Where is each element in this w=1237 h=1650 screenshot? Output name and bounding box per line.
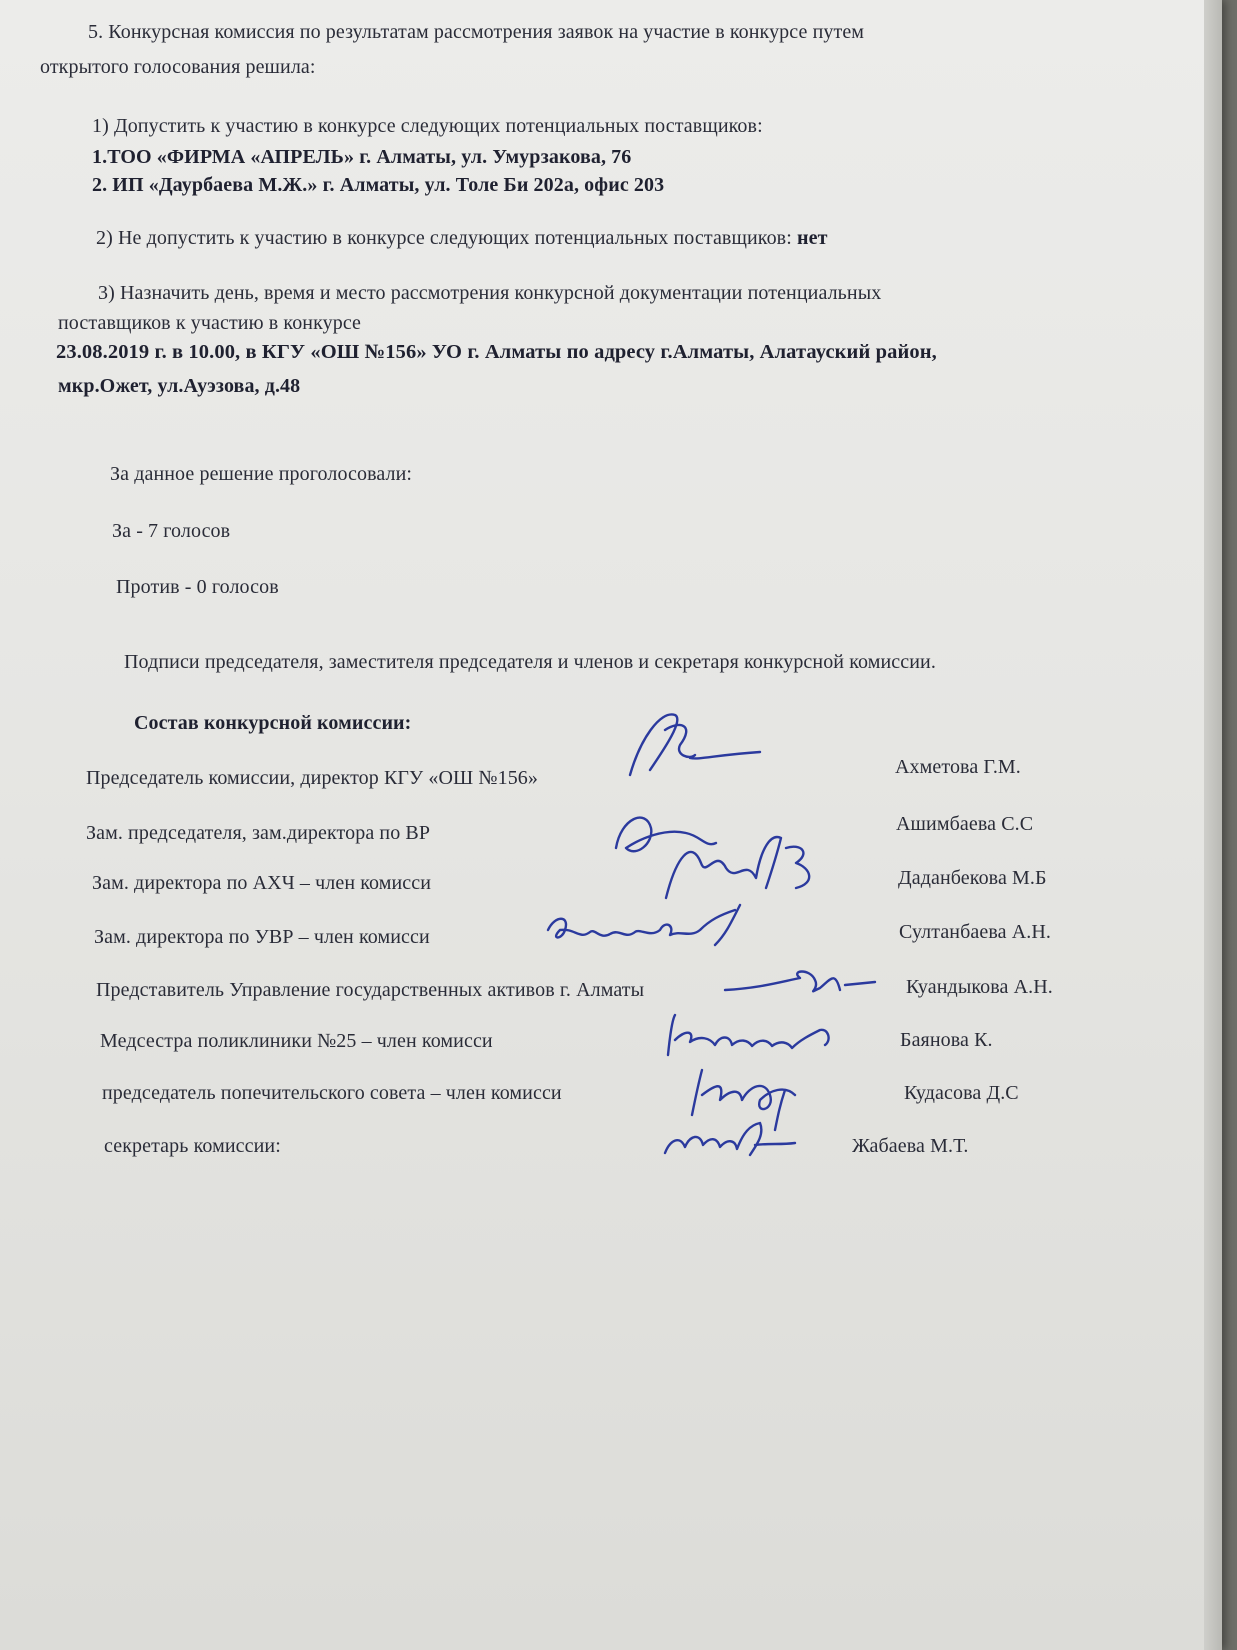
item-3-line-1: 3) Назначить день, время и место рассмотрения конкурсной документации потенциальных bbox=[98, 282, 882, 304]
page-edge-shadow bbox=[1204, 0, 1222, 1650]
member-role-deputy-ahch: Зам. директора по АХЧ – член комисси bbox=[92, 872, 432, 894]
member-name-nurse: Баянова К. bbox=[900, 1029, 993, 1051]
member-role-state-assets: Представитель Управление государственных активов г. Алматы bbox=[96, 979, 645, 1001]
member-name-state-assets: Куандыкова А.Н. bbox=[906, 976, 1053, 998]
votes-against: Против - 0 голосов bbox=[116, 576, 279, 598]
item-2-line bbox=[96, 226, 828, 250]
member-role-chair: Председатель комиссии, директор КГУ «ОШ №156» bbox=[86, 767, 539, 789]
member-name-secretary: Жабаева М.Т. bbox=[852, 1135, 969, 1157]
item-2-text: 2) Не допустить к участию в конкурсе следующих потенциальных поставщиков: bbox=[96, 227, 792, 249]
member-name-deputy-uvr: Султанбаева А.Н. bbox=[899, 921, 1051, 943]
member-name-deputy-ahch: Даданбекова М.Б bbox=[898, 867, 1047, 889]
member-role-board-chair: председатель попечительского совета – член комисси bbox=[102, 1082, 562, 1104]
date-place-line-2: мкр.Ожет, ул.Ауэзова, д.48 bbox=[58, 375, 301, 397]
member-role-nurse: Медсестра поликлиники №25 – член комисси bbox=[100, 1030, 493, 1052]
member-role-deputy-uvr: Зам. директора по УВР – член комисси bbox=[94, 926, 430, 948]
supplier-2: 2. ИП «Даурбаева М.Ж.» г. Алматы, ул. Толе Би 202а, офис 203 bbox=[92, 174, 665, 196]
member-role-deputy-chair: Зам. председателя, зам.директора по ВР bbox=[86, 822, 431, 844]
member-name-chair: Ахметова Г.М. bbox=[895, 756, 1021, 778]
voted-header: За данное решение проголосовали: bbox=[110, 463, 413, 485]
paragraph-5-line-1: 5. Конкурсная комиссия по результатам рассмотрения заявок на участие в конкурсе путем bbox=[88, 21, 865, 43]
member-name-deputy-chair: Ашимбаева С.С bbox=[896, 813, 1034, 835]
votes-for: За - 7 голосов bbox=[112, 520, 231, 542]
member-role-secretary: секретарь комиссии: bbox=[104, 1135, 281, 1157]
paragraph-5-line-2: открытого голосования решила: bbox=[40, 56, 316, 78]
item-1-text: 1) Допустить к участию в конкурсе следующих потенциальных поставщиков: bbox=[92, 115, 763, 137]
signature-deputy-uvr bbox=[540, 900, 750, 960]
signatures-note: Подписи председателя, заместителя председателя и членов и секретаря конкурсной комиссии. bbox=[124, 651, 936, 673]
item-3-line-2: поставщиков к участию в конкурсе bbox=[58, 312, 362, 334]
member-name-board-chair: Кудасова Д.С bbox=[904, 1082, 1019, 1104]
signature-chair bbox=[620, 700, 770, 790]
signature-deputy-chair bbox=[606, 788, 836, 918]
signature-state-assets bbox=[720, 960, 880, 1005]
date-place-line-1: 23.08.2019 г. в 10.00, в КГУ «ОШ №156» УО г. Алматы по адресу г.Алматы, Алатауский район, bbox=[56, 341, 937, 363]
commission-title: Состав конкурсной комиссии: bbox=[134, 712, 412, 734]
item-2-value: нет bbox=[796, 227, 828, 249]
supplier-1: 1.ТОО «ФИРМА «АПРЕЛЬ» г. Алматы, ул. Умурзакова, 76 bbox=[92, 146, 632, 168]
signature-secretary bbox=[655, 1115, 805, 1165]
